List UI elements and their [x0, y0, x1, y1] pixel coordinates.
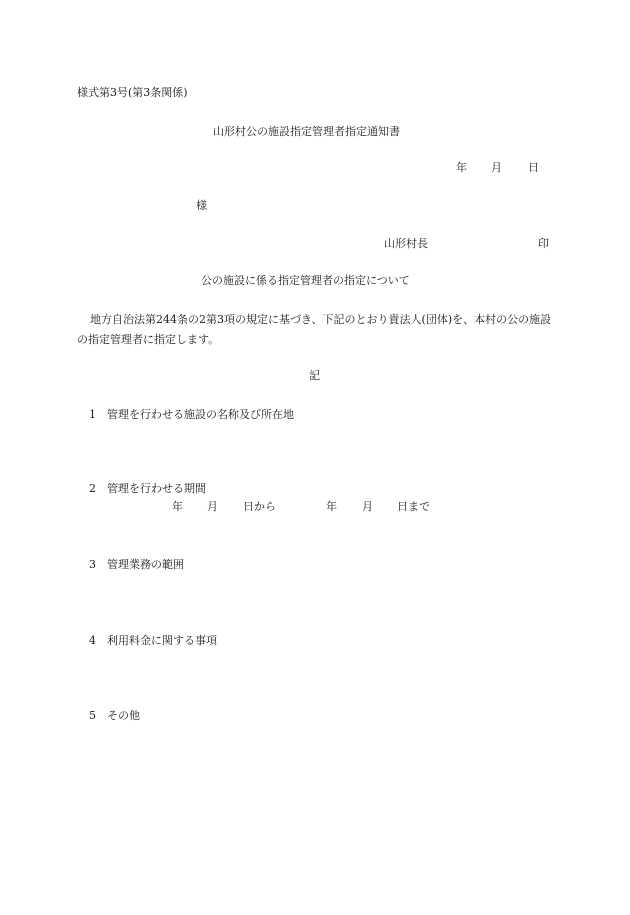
- subject-line: 公の施設に係る指定管理者の指定について: [201, 274, 410, 287]
- item-label: 利用料金に関する事項: [107, 634, 217, 647]
- seal-mark: 印: [538, 237, 549, 250]
- item-number: 5: [89, 709, 96, 722]
- body-paragraph: 地方自治法第244条の2第3項の規定に基づき、下記のとおり貴法人(団体)を、本村の公の施設の指定管理者に指定します。: [77, 313, 552, 346]
- item-label: 管理を行わせる施設の名称及び所在地: [107, 408, 294, 421]
- item-number: 3: [89, 558, 96, 571]
- sender-title: 山形村長: [384, 237, 428, 250]
- date-year-label: 年: [456, 161, 467, 174]
- period-end-day-label: 日まで: [397, 500, 430, 513]
- item-label: 管理業務の範囲: [107, 558, 184, 571]
- ki-heading: 記: [309, 369, 320, 382]
- period-start-year-label: 年: [172, 500, 183, 513]
- item-label: 管理を行わせる期間: [107, 482, 206, 495]
- item-number: 2: [89, 482, 96, 495]
- date-month-label: 月: [491, 161, 502, 174]
- item-label: その他: [107, 709, 140, 722]
- period-start-month-label: 月: [207, 500, 218, 513]
- form-number: 様式第3号(第3条関係): [77, 86, 188, 99]
- period-end-month-label: 月: [362, 500, 373, 513]
- period-end-year-label: 年: [326, 500, 337, 513]
- document-title: 山形村公の施設指定管理者指定通知書: [213, 125, 400, 138]
- item-number: 4: [89, 634, 96, 647]
- addressee-honorific: 様: [196, 199, 207, 212]
- item-number: 1: [89, 408, 96, 421]
- date-day-label: 日: [528, 161, 539, 174]
- period-start-day-label: 日から: [243, 500, 276, 513]
